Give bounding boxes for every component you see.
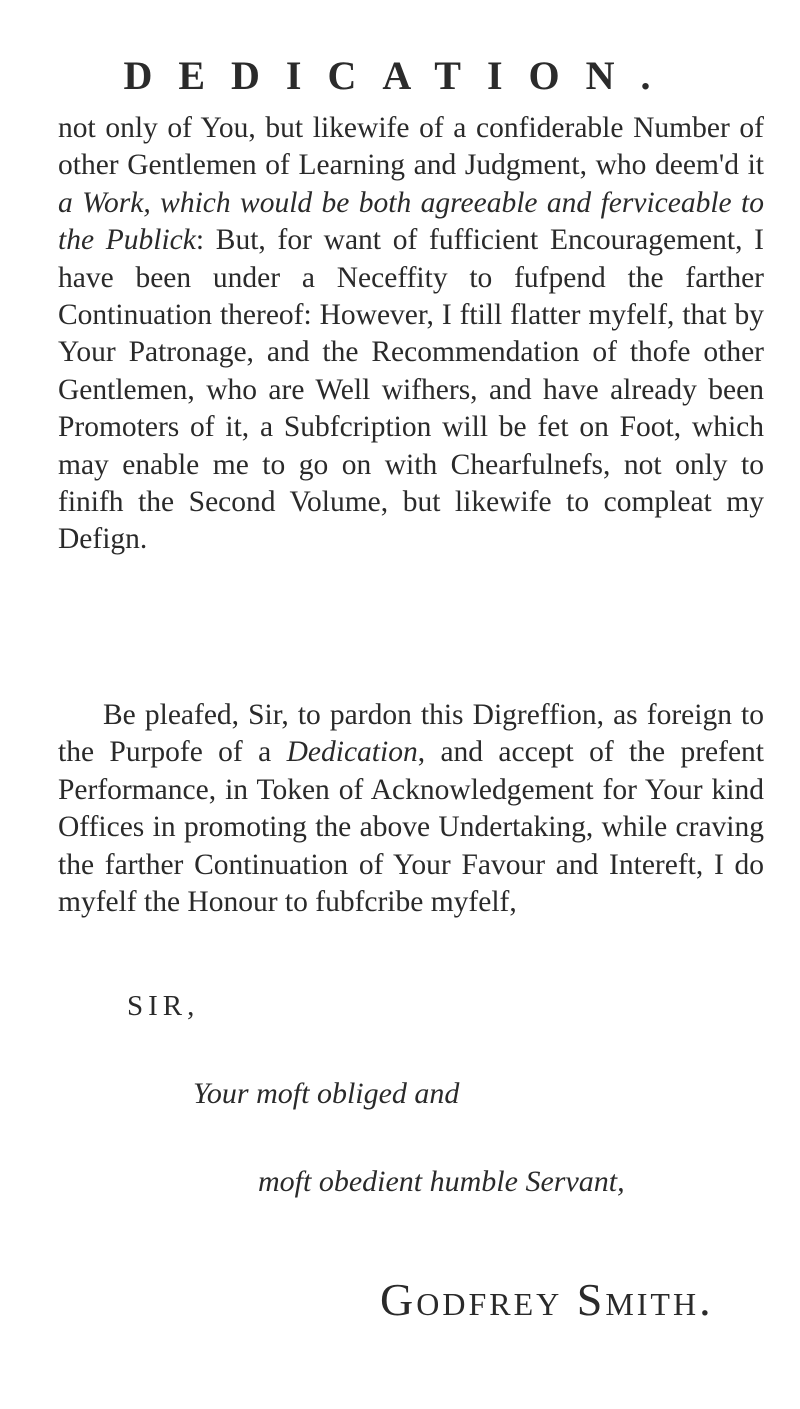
italic-phrase: a Work, which would be both agreeable and ferviceable to the Publick xyxy=(58,186,764,257)
salutation: SIR, xyxy=(127,990,200,1022)
closing-line: moft obedient humble Servant, xyxy=(258,1165,625,1198)
paragraph-text: Be pleafed, Sir, to pardon this Digreffion, as foreign to the Purpofe of a xyxy=(58,699,764,769)
body-paragraph xyxy=(58,697,764,921)
paragraph-text: not only of You, but likewife of a confiderable Number of other Gentlemen of Learning and Judgment, who deem'd it xyxy=(58,112,764,182)
page-heading: DEDICATION. xyxy=(123,53,677,98)
body-paragraph xyxy=(58,110,764,559)
italic-phrase: Dedication xyxy=(286,736,418,769)
paragraph-text: : But, for want of fufficient Encouragement, I have been under a Neceffity to fufpend the farther Continuation thereof: However, I ftill flatter myfelf, that by Your Patronage, and the Recommendation of thofe other Gentlemen, who are Well wifhers, and have already been Promoters of it, a Subfcription will be fet on Foot, which may enable me to go on with Chearfulnefs, not only to finifh the Second Volume, but likewife to compleat my Defign. xyxy=(58,224,765,556)
paragraph-text: , and accept of the prefent Performance, in Token of Acknowledgement for Your kind Offices in promoting the above Undertaking, while craving the farther Continuation of Your Favour and Intereft, I do myfelf the Honour to fubfcribe myfelf, xyxy=(58,736,765,919)
closing-line: Your moft obliged and xyxy=(193,1077,460,1110)
signature: Godfrey Smith. xyxy=(380,1274,714,1325)
